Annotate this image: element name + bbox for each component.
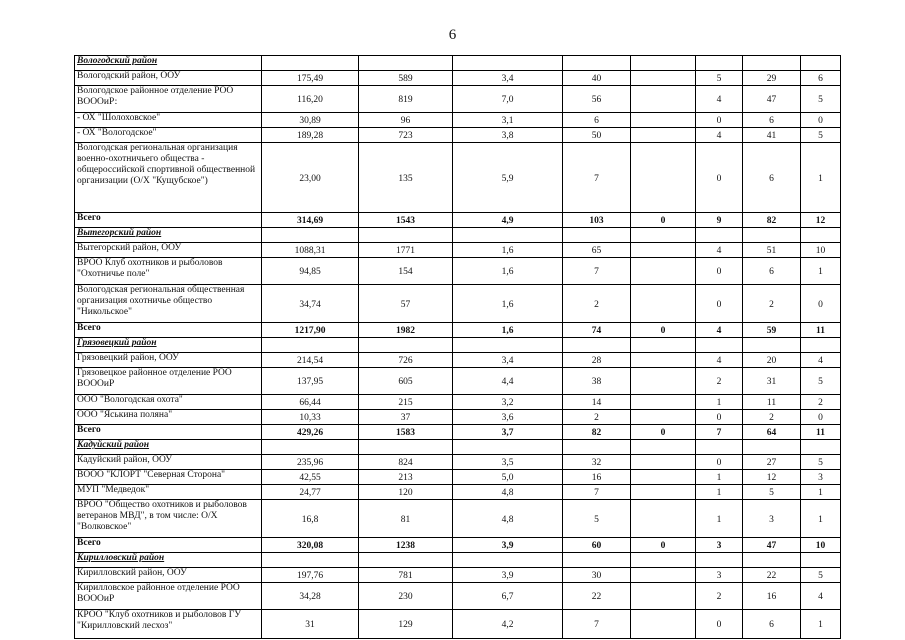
value-cell-col3: 4,4 bbox=[453, 368, 563, 395]
value-cell-col8: 1 bbox=[801, 500, 841, 538]
value-cell-col5 bbox=[631, 243, 696, 258]
value-cell-col2: 57 bbox=[359, 285, 453, 323]
organization-name: Грязовецкое районное отделение РОО ВОООиР bbox=[75, 368, 262, 395]
section-row bbox=[75, 338, 841, 353]
section-row bbox=[75, 440, 841, 455]
value-cell-col1: 16,8 bbox=[262, 500, 359, 538]
district-heading: Вологодский район bbox=[75, 56, 262, 71]
value-cell-col2 bbox=[359, 440, 453, 455]
value-cell-col8: 5 bbox=[801, 128, 841, 143]
value-cell-col3: 3,8 bbox=[453, 128, 563, 143]
table-row bbox=[75, 470, 841, 485]
value-cell-col4: 38 bbox=[563, 368, 631, 395]
value-cell-col1: 320,08 bbox=[262, 538, 359, 553]
value-cell-col4: 7 bbox=[563, 143, 631, 213]
value-cell-col7: 29 bbox=[743, 71, 801, 86]
table-row bbox=[75, 258, 841, 285]
value-cell-col6: 1 bbox=[696, 470, 743, 485]
value-cell-col1: 197,76 bbox=[262, 568, 359, 583]
table-row bbox=[75, 285, 841, 323]
value-cell-col2: 723 bbox=[359, 128, 453, 143]
value-cell-col1: 1088,31 bbox=[262, 243, 359, 258]
value-cell-col2: 589 bbox=[359, 71, 453, 86]
value-cell-col5 bbox=[631, 258, 696, 285]
value-cell-col7 bbox=[743, 56, 801, 71]
value-cell-col6 bbox=[696, 553, 743, 568]
district-heading: Кирилловский район bbox=[75, 553, 262, 568]
value-cell-col6: 4 bbox=[696, 86, 743, 113]
value-cell-col4: 7 bbox=[563, 485, 631, 500]
organization-name: Вологодское районное отделение РОО ВОООиР: bbox=[75, 86, 262, 113]
value-cell-col1: 31 bbox=[262, 610, 359, 639]
organization-name: МУП "Медведок" bbox=[75, 485, 262, 500]
value-cell-col3: 3,7 bbox=[453, 425, 563, 440]
value-cell-col4: 22 bbox=[563, 583, 631, 610]
value-cell-col8: 10 bbox=[801, 243, 841, 258]
value-cell-col1: 1217,90 bbox=[262, 323, 359, 338]
value-cell-col8: 1 bbox=[801, 485, 841, 500]
value-cell-col5 bbox=[631, 113, 696, 128]
value-cell-col5 bbox=[631, 610, 696, 639]
value-cell-col7: 5 bbox=[743, 485, 801, 500]
value-cell-col8 bbox=[801, 56, 841, 71]
organization-name: Грязовецкий район, ООУ bbox=[75, 353, 262, 368]
value-cell-col8: 3 bbox=[801, 470, 841, 485]
value-cell-col2: 135 bbox=[359, 143, 453, 213]
value-cell-col2 bbox=[359, 553, 453, 568]
district-heading: Вытегорский район bbox=[75, 228, 262, 243]
value-cell-col3: 1,6 bbox=[453, 243, 563, 258]
value-cell-col2: 1583 bbox=[359, 425, 453, 440]
value-cell-col7 bbox=[743, 228, 801, 243]
total-row bbox=[75, 538, 841, 553]
value-cell-col3: 4,9 bbox=[453, 213, 563, 228]
value-cell-col5 bbox=[631, 353, 696, 368]
value-cell-col4: 50 bbox=[563, 128, 631, 143]
value-cell-col2: 213 bbox=[359, 470, 453, 485]
value-cell-col1: 94,85 bbox=[262, 258, 359, 285]
organization-name: Вологодская региональная общественная организация охотничье общество "Никольское" bbox=[75, 285, 262, 323]
value-cell-col4: 2 bbox=[563, 410, 631, 425]
value-cell-col6: 0 bbox=[696, 285, 743, 323]
value-cell-col8: 6 bbox=[801, 71, 841, 86]
value-cell-col5 bbox=[631, 86, 696, 113]
value-cell-col1: 42,55 bbox=[262, 470, 359, 485]
value-cell-col7: 41 bbox=[743, 128, 801, 143]
value-cell-col1: 175,49 bbox=[262, 71, 359, 86]
value-cell-col2: 120 bbox=[359, 485, 453, 500]
value-cell-col5 bbox=[631, 56, 696, 71]
value-cell-col5 bbox=[631, 395, 696, 410]
value-cell-col2: 96 bbox=[359, 113, 453, 128]
value-cell-col8: 1 bbox=[801, 258, 841, 285]
value-cell-col2: 154 bbox=[359, 258, 453, 285]
organization-name: - ОХ "Шолоховское" bbox=[75, 113, 262, 128]
value-cell-col7: 6 bbox=[743, 258, 801, 285]
value-cell-col8 bbox=[801, 440, 841, 455]
value-cell-col7: 16 bbox=[743, 583, 801, 610]
total-row bbox=[75, 425, 841, 440]
table-row bbox=[75, 368, 841, 395]
table-row bbox=[75, 243, 841, 258]
value-cell-col2 bbox=[359, 56, 453, 71]
value-cell-col7: 51 bbox=[743, 243, 801, 258]
value-cell-col5 bbox=[631, 410, 696, 425]
value-cell-col6: 4 bbox=[696, 243, 743, 258]
value-cell-col8: 0 bbox=[801, 285, 841, 323]
value-cell-col5 bbox=[631, 285, 696, 323]
value-cell-col1: 314,69 bbox=[262, 213, 359, 228]
value-cell-col4: 5 bbox=[563, 500, 631, 538]
organization-name: Кирилловский район, ООУ bbox=[75, 568, 262, 583]
value-cell-col8: 1 bbox=[801, 143, 841, 213]
value-cell-col7: 22 bbox=[743, 568, 801, 583]
table-row bbox=[75, 395, 841, 410]
value-cell-col7: 20 bbox=[743, 353, 801, 368]
value-cell-col6 bbox=[696, 338, 743, 353]
value-cell-col2 bbox=[359, 228, 453, 243]
section-row bbox=[75, 228, 841, 243]
value-cell-col3: 5,9 bbox=[453, 143, 563, 213]
value-cell-col8: 11 bbox=[801, 425, 841, 440]
value-cell-col8: 12 bbox=[801, 213, 841, 228]
value-cell-col7: 11 bbox=[743, 395, 801, 410]
value-cell-col5 bbox=[631, 71, 696, 86]
table-row bbox=[75, 500, 841, 538]
value-cell-col3: 6,7 bbox=[453, 583, 563, 610]
organization-name: ООО "Вологодская охота" bbox=[75, 395, 262, 410]
value-cell-col3: 5,0 bbox=[453, 470, 563, 485]
value-cell-col4 bbox=[563, 338, 631, 353]
table-row bbox=[75, 86, 841, 113]
value-cell-col4 bbox=[563, 56, 631, 71]
value-cell-col3: 3,9 bbox=[453, 538, 563, 553]
value-cell-col2: 781 bbox=[359, 568, 453, 583]
value-cell-col3: 3,2 bbox=[453, 395, 563, 410]
wildlife-data-table bbox=[74, 55, 841, 639]
value-cell-col7: 6 bbox=[743, 143, 801, 213]
value-cell-col7: 82 bbox=[743, 213, 801, 228]
value-cell-col3: 4,8 bbox=[453, 500, 563, 538]
value-cell-col1: 34,28 bbox=[262, 583, 359, 610]
value-cell-col5 bbox=[631, 553, 696, 568]
value-cell-col3: 3,4 bbox=[453, 71, 563, 86]
value-cell-col5: 0 bbox=[631, 538, 696, 553]
value-cell-col4: 32 bbox=[563, 455, 631, 470]
value-cell-col6: 4 bbox=[696, 128, 743, 143]
organization-name: Всего bbox=[75, 425, 262, 440]
value-cell-col5 bbox=[631, 228, 696, 243]
value-cell-col1: 429,26 bbox=[262, 425, 359, 440]
value-cell-col8 bbox=[801, 338, 841, 353]
value-cell-col6: 7 bbox=[696, 425, 743, 440]
value-cell-col3: 1,6 bbox=[453, 285, 563, 323]
value-cell-col8 bbox=[801, 553, 841, 568]
value-cell-col5 bbox=[631, 128, 696, 143]
value-cell-col6: 5 bbox=[696, 71, 743, 86]
value-cell-col8: 10 bbox=[801, 538, 841, 553]
value-cell-col7: 27 bbox=[743, 455, 801, 470]
value-cell-col1: 30,89 bbox=[262, 113, 359, 128]
table-row bbox=[75, 143, 841, 213]
value-cell-col7: 3 bbox=[743, 500, 801, 538]
value-cell-col4: 30 bbox=[563, 568, 631, 583]
value-cell-col1: 10,33 bbox=[262, 410, 359, 425]
value-cell-col8: 2 bbox=[801, 395, 841, 410]
value-cell-col7: 47 bbox=[743, 86, 801, 113]
value-cell-col8 bbox=[801, 228, 841, 243]
value-cell-col8: 5 bbox=[801, 455, 841, 470]
value-cell-col4: 7 bbox=[563, 610, 631, 639]
value-cell-col8: 5 bbox=[801, 368, 841, 395]
value-cell-col5: 0 bbox=[631, 213, 696, 228]
table-row bbox=[75, 410, 841, 425]
value-cell-col1 bbox=[262, 440, 359, 455]
value-cell-col6: 0 bbox=[696, 410, 743, 425]
value-cell-col1: 214,54 bbox=[262, 353, 359, 368]
value-cell-col7: 59 bbox=[743, 323, 801, 338]
value-cell-col8: 5 bbox=[801, 86, 841, 113]
value-cell-col6: 9 bbox=[696, 213, 743, 228]
value-cell-col5 bbox=[631, 338, 696, 353]
value-cell-col3: 7,0 bbox=[453, 86, 563, 113]
value-cell-col8: 5 bbox=[801, 568, 841, 583]
value-cell-col6 bbox=[696, 56, 743, 71]
value-cell-col7: 47 bbox=[743, 538, 801, 553]
value-cell-col2: 1982 bbox=[359, 323, 453, 338]
value-cell-col2: 37 bbox=[359, 410, 453, 425]
value-cell-col3 bbox=[453, 228, 563, 243]
value-cell-col2: 605 bbox=[359, 368, 453, 395]
district-heading: Кадуйский район bbox=[75, 440, 262, 455]
value-cell-col7: 64 bbox=[743, 425, 801, 440]
table-row bbox=[75, 485, 841, 500]
value-cell-col6: 1 bbox=[696, 485, 743, 500]
value-cell-col4: 60 bbox=[563, 538, 631, 553]
value-cell-col4: 7 bbox=[563, 258, 631, 285]
table-row bbox=[75, 353, 841, 368]
value-cell-col4: 6 bbox=[563, 113, 631, 128]
organization-name: - ОХ "Вологодское" bbox=[75, 128, 262, 143]
value-cell-col5: 0 bbox=[631, 425, 696, 440]
value-cell-col6: 1 bbox=[696, 500, 743, 538]
value-cell-col5 bbox=[631, 368, 696, 395]
total-row bbox=[75, 213, 841, 228]
value-cell-col6: 0 bbox=[696, 143, 743, 213]
value-cell-col2: 215 bbox=[359, 395, 453, 410]
value-cell-col1: 34,74 bbox=[262, 285, 359, 323]
value-cell-col6 bbox=[696, 440, 743, 455]
value-cell-col3: 1,6 bbox=[453, 323, 563, 338]
value-cell-col2: 726 bbox=[359, 353, 453, 368]
value-cell-col5 bbox=[631, 470, 696, 485]
value-cell-col2: 1771 bbox=[359, 243, 453, 258]
organization-name: Вологодский район, ООУ bbox=[75, 71, 262, 86]
value-cell-col2 bbox=[359, 338, 453, 353]
value-cell-col6: 2 bbox=[696, 583, 743, 610]
value-cell-col3 bbox=[453, 553, 563, 568]
organization-name: Кирилловское районное отделение РОО ВОООиР bbox=[75, 583, 262, 610]
value-cell-col8: 11 bbox=[801, 323, 841, 338]
value-cell-col3 bbox=[453, 56, 563, 71]
value-cell-col5 bbox=[631, 583, 696, 610]
value-cell-col7: 31 bbox=[743, 368, 801, 395]
value-cell-col8: 1 bbox=[801, 610, 841, 639]
value-cell-col1 bbox=[262, 56, 359, 71]
value-cell-col4: 14 bbox=[563, 395, 631, 410]
value-cell-col4 bbox=[563, 228, 631, 243]
value-cell-col5 bbox=[631, 485, 696, 500]
value-cell-col4: 103 bbox=[563, 213, 631, 228]
value-cell-col2: 1543 bbox=[359, 213, 453, 228]
value-cell-col2: 824 bbox=[359, 455, 453, 470]
value-cell-col1: 189,28 bbox=[262, 128, 359, 143]
value-cell-col7: 2 bbox=[743, 410, 801, 425]
value-cell-col1: 137,95 bbox=[262, 368, 359, 395]
value-cell-col6: 3 bbox=[696, 568, 743, 583]
value-cell-col5 bbox=[631, 500, 696, 538]
value-cell-col6: 1 bbox=[696, 395, 743, 410]
value-cell-col4 bbox=[563, 440, 631, 455]
section-row bbox=[75, 56, 841, 71]
organization-name: Всего bbox=[75, 323, 262, 338]
value-cell-col8: 4 bbox=[801, 353, 841, 368]
value-cell-col6: 4 bbox=[696, 353, 743, 368]
value-cell-col8: 0 bbox=[801, 410, 841, 425]
section-row bbox=[75, 553, 841, 568]
value-cell-col3: 3,6 bbox=[453, 410, 563, 425]
organization-name: КРОО "Клуб охотников и рыболовов ГУ "Кирилловский лесхоз" bbox=[75, 610, 262, 639]
organization-name: ООО "Яськина поляна" bbox=[75, 410, 262, 425]
value-cell-col4: 28 bbox=[563, 353, 631, 368]
value-cell-col1: 116,20 bbox=[262, 86, 359, 113]
table-row bbox=[75, 128, 841, 143]
value-cell-col4: 82 bbox=[563, 425, 631, 440]
value-cell-col1: 24,77 bbox=[262, 485, 359, 500]
value-cell-col1: 23,00 bbox=[262, 143, 359, 213]
value-cell-col6: 0 bbox=[696, 113, 743, 128]
organization-name: ВРОО Клуб охотников и рыболовов "Охотничье поле" bbox=[75, 258, 262, 285]
value-cell-col1: 66,44 bbox=[262, 395, 359, 410]
value-cell-col5 bbox=[631, 440, 696, 455]
value-cell-col6: 3 bbox=[696, 538, 743, 553]
value-cell-col3: 3,4 bbox=[453, 353, 563, 368]
organization-name: Всего bbox=[75, 538, 262, 553]
value-cell-col8: 0 bbox=[801, 113, 841, 128]
value-cell-col4 bbox=[563, 553, 631, 568]
value-cell-col7 bbox=[743, 553, 801, 568]
value-cell-col2: 129 bbox=[359, 610, 453, 639]
organization-name: Вологодская региональная организация военно-охотничьего общества - общероссийской спортивной общественной организации (О/Х "Кущубское") bbox=[75, 143, 262, 213]
table-row bbox=[75, 610, 841, 639]
value-cell-col3: 1,6 bbox=[453, 258, 563, 285]
value-cell-col4: 40 bbox=[563, 71, 631, 86]
value-cell-col4: 74 bbox=[563, 323, 631, 338]
value-cell-col4: 2 bbox=[563, 285, 631, 323]
value-cell-col5 bbox=[631, 143, 696, 213]
table-row bbox=[75, 455, 841, 470]
value-cell-col7: 6 bbox=[743, 610, 801, 639]
table-row bbox=[75, 568, 841, 583]
table-row bbox=[75, 113, 841, 128]
value-cell-col8: 4 bbox=[801, 583, 841, 610]
district-heading: Грязовецкий район bbox=[75, 338, 262, 353]
organization-name: ВОOО "КЛОРТ "Северная Сторона" bbox=[75, 470, 262, 485]
page-number: 6 bbox=[448, 27, 457, 43]
value-cell-col1: 235,96 bbox=[262, 455, 359, 470]
value-cell-col3 bbox=[453, 338, 563, 353]
value-cell-col7: 6 bbox=[743, 113, 801, 128]
value-cell-col2: 1238 bbox=[359, 538, 453, 553]
total-row bbox=[75, 323, 841, 338]
value-cell-col2: 81 bbox=[359, 500, 453, 538]
organization-name: Вытегорский район, ООУ bbox=[75, 243, 262, 258]
value-cell-col6: 0 bbox=[696, 610, 743, 639]
value-cell-col6: 0 bbox=[696, 455, 743, 470]
value-cell-col6: 4 bbox=[696, 323, 743, 338]
value-cell-col7 bbox=[743, 440, 801, 455]
value-cell-col3: 3,9 bbox=[453, 568, 563, 583]
value-cell-col3: 3,1 bbox=[453, 113, 563, 128]
value-cell-col7: 12 bbox=[743, 470, 801, 485]
organization-name: Всего bbox=[75, 213, 262, 228]
value-cell-col5 bbox=[631, 455, 696, 470]
value-cell-col3 bbox=[453, 440, 563, 455]
value-cell-col6: 2 bbox=[696, 368, 743, 395]
table-row bbox=[75, 583, 841, 610]
value-cell-col4: 56 bbox=[563, 86, 631, 113]
value-cell-col5 bbox=[631, 568, 696, 583]
table-row bbox=[75, 71, 841, 86]
value-cell-col6: 0 bbox=[696, 258, 743, 285]
organization-name: ВРОО "Общество охотников и рыболовов ветеранов МВД", в том числе: О/Х "Волковское" bbox=[75, 500, 262, 538]
value-cell-col1 bbox=[262, 338, 359, 353]
value-cell-col7: 2 bbox=[743, 285, 801, 323]
value-cell-col1 bbox=[262, 228, 359, 243]
value-cell-col2: 230 bbox=[359, 583, 453, 610]
value-cell-col7 bbox=[743, 338, 801, 353]
value-cell-col2: 819 bbox=[359, 86, 453, 113]
value-cell-col4: 16 bbox=[563, 470, 631, 485]
value-cell-col3: 3,5 bbox=[453, 455, 563, 470]
value-cell-col3: 4,8 bbox=[453, 485, 563, 500]
value-cell-col4: 65 bbox=[563, 243, 631, 258]
value-cell-col6 bbox=[696, 228, 743, 243]
value-cell-col1 bbox=[262, 553, 359, 568]
value-cell-col5: 0 bbox=[631, 323, 696, 338]
value-cell-col3: 4,2 bbox=[453, 610, 563, 639]
organization-name: Кадуйский район, ООУ bbox=[75, 455, 262, 470]
